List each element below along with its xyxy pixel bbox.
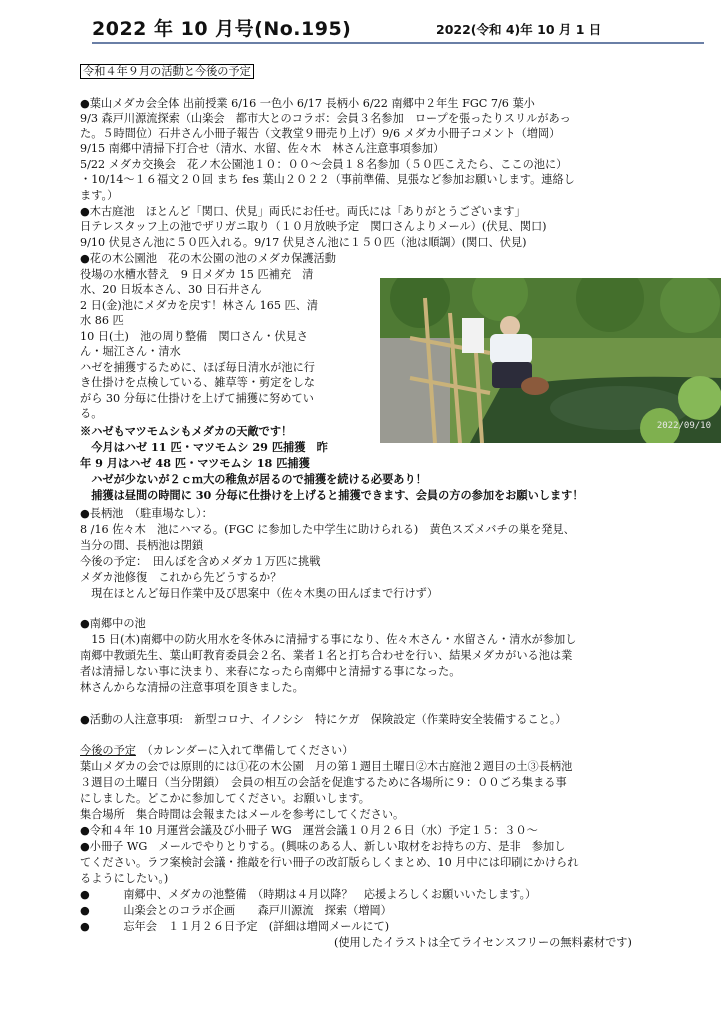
text-line: 9/3 森戸川源流探索（山楽会 都市大とのコラボ：会員３名参加 ロープを張ったりスリルがあっ [80,112,571,125]
text-line: ●令和４年 10 月運営会議及び小冊子 WG 運営会議１０月２６日（水）予定１５：３０～ [80,824,538,837]
bold-note: ハゼが少ないが２ｃｍ大の稚魚が居るので捕獲を続ける必要あり！ [80,472,427,486]
text-line: 当分の間、長柄池は閉鎖 [80,539,204,552]
bold-note: ※ハゼもマツモムシもメダカの天敵です！ [80,424,293,438]
pond-photo-illustration [380,278,721,443]
bold-note: 捕獲は昼間の時間に 30 分毎に仕掛けを上げると捕獲できます、会員の方の参加をお願いします！ [80,488,584,502]
text-line: ・10/14～１６福文２０回 まち fes 葉山２０２２（事前準備、見張など参加お願いします。連絡し [80,173,575,186]
text-line: ●花の木公園池 花の木公園の池のメダカ保護活動 [80,252,336,265]
text-line: 8 /16 佐々木 池にハマる。(FGC に参加した中学生に助けられる) 黄色スズメバチの巣を発見、 [80,523,575,536]
text-line: ●小冊子 WG メールでやりとりする。(興味のある人、新しい取材をお持ちの方、是非 参加し [80,840,566,853]
text-line: 水、20 日坂本さん、30 日石井さん [80,283,262,296]
schedule-title: 今後の予定 [80,744,136,757]
text-line: にしました。どこかに参加してください。お願いします。 [80,792,370,805]
text-line: 葉山メダカの会では原則的には①花の木公園 月の第１週目土曜日②木古庭池２週目の土③長柄池 [80,760,573,773]
text-line: き仕掛けを点検している、雑草等・剪定をしな [80,376,315,389]
text-line: 今後の予定： 田んぼを含めメダカ１万匹に挑戦 [80,555,321,568]
text-line: 水 86 匹 [80,314,124,327]
caution-line: ●活動の人注意事項: 新型コロナ、イノシシ 特にケガ 保険設定（作業時安全装備すること。） [80,713,567,726]
text-line: 9/10 伏見さん池に５０匹入れる。9/17 伏見さん池に１５０匹（池は順調）(関口、伏見) [80,236,527,249]
text-line: ●長柄池 （駐車場なし）： [80,507,213,520]
text-line: ●南郷中の池 [80,617,146,630]
photo-date-stamp: 2022/09/10 [656,421,711,431]
text-line: 役場の水槽水替え 9 日メダカ 15 匹補充 清 [80,268,314,281]
text-line: るようにしたい。) [80,872,169,885]
bold-note: 今月はハゼ 11 匹・マツモムシ 29 匹捕獲 昨 [80,440,328,454]
schedule-heading [80,743,353,758]
text-line: てください。ラフ案検討会議・推敲を行い冊子の改訂版らしくまとめ、10 月中には印刷にかけられ [80,856,579,869]
text-line: ん・堀江さん・清水 [80,345,181,358]
text-line: 林さんからな清掃の注意事項を頂きました。 [80,681,304,694]
newsletter-header [92,14,702,44]
text-line: ３週目の土曜日（当分閉鎖） 会員の相互の会話を促進するために各場所に９：００ごろ集まる事 [80,776,567,789]
text-line: た。５時間位）石井さん小冊子報告（文教堂９冊売り上げ）9/6 メダカ小冊子コメント（増岡） [80,127,561,140]
text-line: ます。） [80,189,119,202]
text-line: 者は清掃しない事に決まり、来春になったら南郷中と清掃する事になった。 [80,665,461,678]
schedule-note: （カレンダーに入れて準備してください） [135,744,354,757]
text-line: 9/15 南郷中清掃下打合せ（清水、水留、佐々木 林さん注意事項参加） [80,142,445,155]
text-line: 集合場所 集合時間は会報またはメールを参考にしてください。 [80,808,405,821]
pond-photo [380,278,721,443]
text-line: ● 山楽会とのコラボ企画 森戸川源流 探索（増岡） [80,904,392,917]
text-line: 10 日(土) 池の周り整備 関口さん・伏見さ [80,330,308,343]
text-line: がら 30 分毎に仕掛けを上げて捕獲に努めてい [80,392,314,405]
section-title: 令和４年９月の活動と今後の予定 [80,64,254,79]
header-divider [92,42,704,44]
text-line: る。 [80,407,103,420]
text-line: メダカ池修復 これから先どうするか？ [80,571,282,584]
text-line: 5/22 メダカ交換会 花ノ木公園池１０：００～会員１８名参加（５０匹こえたら、ここの池に） [80,158,568,171]
text-line: 現在ほとんど毎日作業中及び思案中（佐々木奥の田んぼまで行けず） [80,587,439,600]
issue-title: 2022 年 10 月号(No.195) [92,18,352,40]
text-line: ● 南郷中、メダカの池整備 （時期は４月以降？ 応援よろしくお願いいたします。） [80,888,537,901]
text-line: ●葉山メダカ会全体 出前授業 6/16 一色小 6/17 長柄小 6/22 南郷中２年生 FGC 7/6 葉小 [80,97,535,110]
text-line: 2 日(金)池にメダカを戻す！林さん 165 匹、清 [80,299,319,312]
issue-date: 2022(令和 4)年 10 月 1 日 [436,22,602,37]
bold-note: 年 9 月はハゼ 48 匹・マツモムシ 18 匹捕獲 [80,456,310,470]
text-line: 日テレスタッフ上の池でザリガニ取り（１０月放映予定 関口さんよりメール）(伏見、関口) [80,220,547,233]
text-line: ハゼを捕獲するために、ほぼ毎日清水が池に行 [80,361,315,374]
text-line: ●木古庭池 ほとんど「関口、伏見」両氏にお任せ。両氏には「ありがとうございます」 [80,205,526,218]
footer-note: (使用したイラストは全てライセンスフリーの無料素材です) [334,936,632,949]
text-line: 南郷中教頭先生、葉山町教育委員会２名、業者１名と打ち合わせを行い、結果メダカがいる池は業 [80,649,573,662]
text-line: 15 日(木)南郷中の防火用水を冬休みに清掃する事になり、佐々木さん・水留さん・清水が参加し [80,633,577,646]
text-line: ● 忘年会 １１月２６日予定 (詳細は増岡メールにて) [80,920,390,933]
